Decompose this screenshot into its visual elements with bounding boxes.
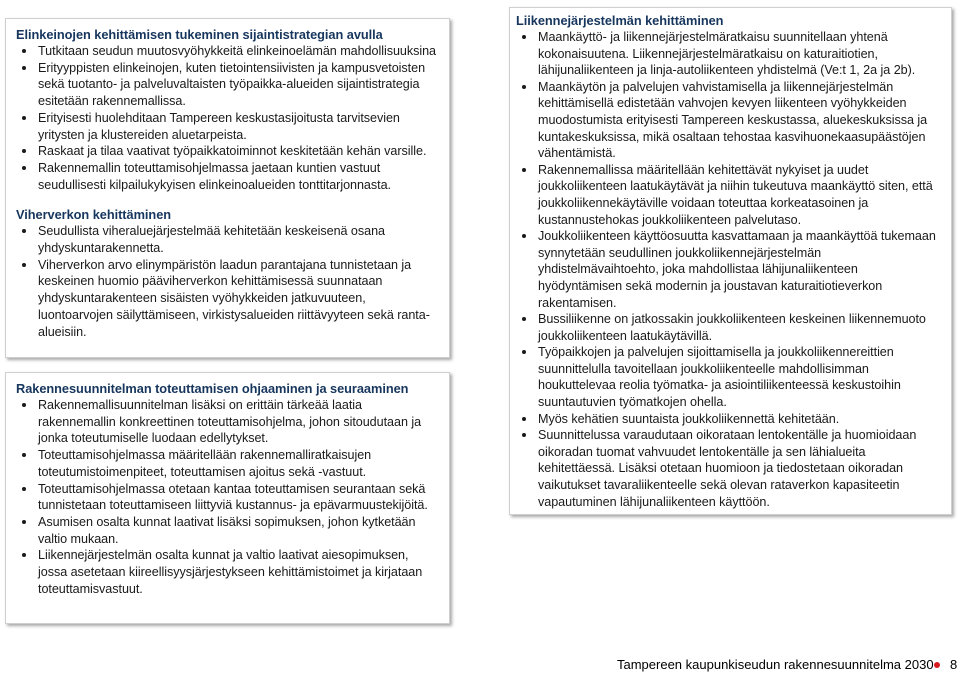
implementation-bullet-list (16, 397, 439, 597)
list-item: Maankäyttö- ja liikennejärjestelmäratkaisu suunnitellaan yhtenä kokonaisuutena. Liikennejärjestelmäratkaisu on katuraitiotien, lähijunaliikenteen ja linja-autoliikenteen yhdistelmä (Ve:t 1, 2a ja 2b). (516, 29, 945, 79)
list-item: Liikennejärjestelmän osalta kunnat ja valtio laativat aiesopimuksen, jossa asetetaan kiireellisyysjärjestykseen kehittämistoimet ja kirjataan toteuttamisvastuut. (16, 547, 439, 597)
list-item: Rakennemallisuunnitelman lisäksi on erittäin tärkeää laatia rakennemallin konkreettinen toteuttamisohjelma, johon sitoudutaan ja jonka toteutumiselle luodaan edellytykset. (16, 397, 439, 447)
list-item: Joukkoliikenteen käyttöosuutta kasvattamaan ja maankäyttöä tukemaan synnytetään seudullinen joukkoliikennejärjestelmän yhdistelmävaihtoehto, joka mahdollistaa lähijunaliikenteen hyödyntämisen sekä modernin ja joustavan katuraitiotieverkon rakentamisen. (516, 228, 945, 311)
section-title-transport: Liikennejärjestelmän kehittäminen (516, 13, 724, 28)
list-item: Erityisesti huolehditaan Tampereen keskustasijoitusta tarvitsevien yritysten ja klustereiden aluetarpeista. (16, 110, 439, 143)
list-item: Rakennemallin toteuttamisohjelmassa jaetaan kuntien vastuut seudullisesti kilpailukykyisen elinkeinoalueiden tonttitarjonnasta. (16, 160, 439, 193)
section-title-green-network: Viherverkon kehittäminen (16, 207, 172, 223)
list-item: Toteuttamisohjelmassa otetaan kantaa toteuttamisen seurantaan sekä tunnistetaan toteuttamiseen liittyviä kustannus- ja epävarmuustekijöitä. (16, 481, 439, 514)
footer-bullet-dot (934, 662, 940, 668)
list-item: Suunnittelussa varaudutaan oikorataan lentokentälle ja huomioidaan oikoradan tuomat vahvuudet lentokentälle ja sen lähialueita kehitettäessä. Lisäksi otetaan huomioon ja tiedostetaan oikoradan vaikutukset tavaraliikenteelle sekä olevan rataverkon kapasiteetin vapautuminen lähijunaliikenteen käyttöön. (516, 427, 945, 510)
implementation-guidance-box (5, 372, 450, 624)
section-title-business: Elinkeinojen kehittämisen tukeminen sijaintistrategian avulla (16, 27, 383, 42)
transport-system-box (509, 7, 952, 515)
list-item: Bussiliikenne on jatkossakin joukkoliikenteen keskeinen liikennemuoto joukkoliikenteen laatukäytävillä. (516, 311, 945, 344)
list-item: Raskaat ja tilaa vaativat työpaikkatoiminnot keskitetään kehän varsille. (16, 143, 439, 160)
footer-title: Tampereen kaupunkiseudun rakennesuunnitelma 2030 (617, 657, 934, 672)
business-bullet-list (16, 43, 439, 193)
list-item: Rakennemallissa määritellään kehitettävät nykyiset ja uudet joukkoliikenteen laatukäytävät ja niihin tukeutuva maankäyttö siten, että joukkoliikennekäytäville voidaan toteuttaa korkeatasoinen ja kustannustehokas joukkoliikenteen palvelutaso. (516, 162, 945, 228)
list-item: Myös kehätien suuntaista joukkoliikennettä kehitetään. (516, 411, 945, 428)
page-number: 8 (950, 657, 958, 672)
section-title-implementation: Rakennesuunnitelman toteuttamisen ohjaaminen ja seuraaminen (16, 381, 409, 396)
list-item: Erityyppisten elinkeinojen, kuten tietointensiivisten ja kampusvetoisten sekä tuotanto- ja palveluvaltaisten työpaikka-alueiden sijaintistrategia esitetään rakennemallissa. (16, 60, 439, 110)
transport-bullet-list (516, 29, 945, 510)
green-network-bullet-list (16, 223, 439, 340)
page-footer (0, 656, 960, 674)
list-item: Työpaikkojen ja palvelujen sijoittamisella ja joukkoliikennereittien suunnittelulla tavoitellaan joukkoliikenteelle mahdollisimman houkuttelevaa reolia työmatka- ja asiointiliikenteessä keskustoihin suuntautuvien työmatkojen ohella. (516, 344, 945, 410)
list-item: Viherverkon arvo elinympäristön laadun parantajana tunnistetaan ja keskeinen huomio pääviherverkon kehittämisessä suunnataan yhdyskuntarakenteen sisäisten vyöhykkeiden jatkuvuuteen, luontoarvojen säilyttämiseen, virkistysalueiden riittävyyteen sekä ranta-alueisiin. (16, 257, 439, 341)
list-item: Tutkitaan seudun muutosvyöhykkeitä elinkeinoelämän mahdollisuuksina (16, 43, 439, 60)
list-item: Toteuttamisohjelmassa määritellään rakennemalliratkaisujen toteutumistoimenpiteet, toteuttamisen ajoitus sekä -vastuut. (16, 447, 439, 480)
list-item: Maankäytön ja palvelujen vahvistamisella ja liikennejärjestelmän kehittämisellä edistetään vahvojen kevyen liikenteen vyöhykkeiden muodostumista erityisesti Tampereen keskustassa, aluekeskuksissa ja kuntakeskuksissa, mikä osaltaan tehostaa kasvihuonekaasupäästöjen vähentämistä. (516, 79, 945, 162)
business-and-green-network-box (5, 18, 450, 358)
list-item: Asumisen osalta kunnat laativat lisäksi sopimuksen, johon kytketään valtio mukaan. (16, 514, 439, 547)
list-item: Seudullista viheraluejärjestelmää kehitetään keskeisenä osana yhdyskuntarakennetta. (16, 223, 439, 256)
